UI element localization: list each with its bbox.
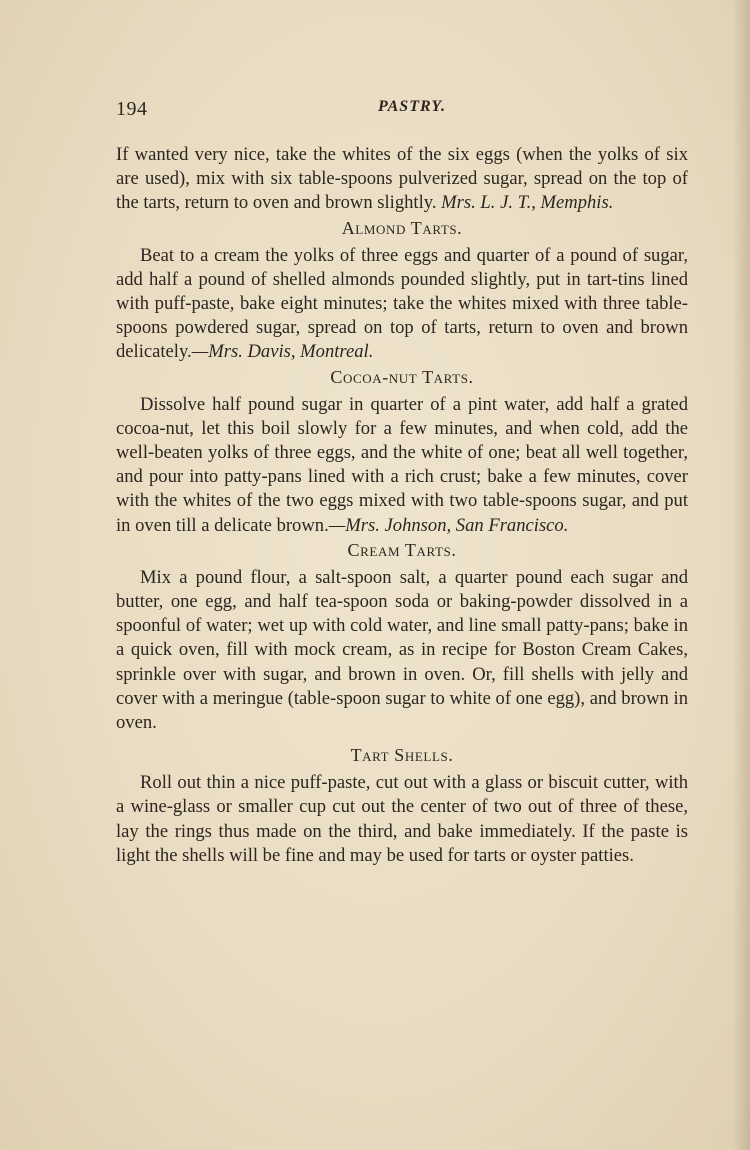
cream-tarts-text: Mix a pound flour, a salt-spoon salt, a quarter pound each sugar and butter, one egg, and half tea-spoon soda or baking-powder dissolved in a spoonful of water; wet up with cold water, and line small patty-pans; bake in a quick oven, fill with mock cream, as in recipe for Boston Cream Cakes, sprinkle over with sugar, and brown in oven. Or, fill shells with jelly and cover with a meringue (table-spoon sugar to white of one egg), and brown in oven. [116, 566, 688, 734]
intro-paragraph [116, 143, 688, 216]
tart-shells-text: Roll out thin a nice puff-paste, cut out with a glass or biscuit cutter, with a wine-glass or smaller cup cut out the center of two out of three of these, lay the rings thus made on the third, and bake immediately. If the paste is light the shells will be fine and may be used for tarts or oyster patties. [116, 772, 688, 866]
page-edge-shadow [732, 0, 750, 1150]
cream-tarts-paragraph [116, 566, 688, 735]
cocoanut-tarts-text: Dissolve half pound sugar in quarter of a pint water, add half a grated cocoa-nut, let this boil slowly for a few minutes, and when cold, add the well-beaten yolks of three eggs, and the white of one; beat all well together, and pour into patty-pans lined with a rich crust; bake a few minutes, cover with the whites of the two eggs mixed with two table-spoons sugar, and put in oven till a delicate brown. [116, 393, 688, 536]
almond-tarts-heading: Almond Tarts. [341, 217, 463, 238]
cream-tarts-heading: Cream Tarts. [347, 539, 457, 560]
almond-tarts-paragraph [116, 244, 688, 365]
almond-tarts-attribution: —Mrs. Davis, Montreal. [191, 341, 374, 363]
almond-tarts-text: Beat to a cream the yolks of three eggs and quarter of a pound of sugar, add half a pound of shelled almonds pounded slightly, put in tart-tins lined with puff-paste, bake eight minutes; take the whites mixed with three table-spoons powdered sugar, spread on top of tarts, return to oven and brown delicately. [116, 244, 688, 363]
cocoanut-tarts-attribution: —Mrs. Johnson, San Francisco. [328, 514, 569, 536]
intro-attribution: Mrs. L. J. T., Memphis. [441, 192, 614, 214]
cocoanut-tarts-heading: Cocoa-nut Tarts. [330, 366, 474, 387]
running-head [116, 98, 688, 124]
cocoanut-tarts-paragraph [116, 393, 688, 538]
tart-shells-heading: Tart Shells. [350, 745, 454, 766]
intro-text: If wanted very nice, take the whites of the six eggs (when the yolks of six are used), mix with six table-spoons pulverized sugar, spread on the top of the tarts, return to oven and brown slightly. [116, 144, 688, 214]
page-body [116, 143, 688, 868]
running-title: PASTRY. [378, 98, 446, 115]
tart-shells-paragraph [116, 771, 688, 868]
page-number: 194 [116, 98, 148, 120]
